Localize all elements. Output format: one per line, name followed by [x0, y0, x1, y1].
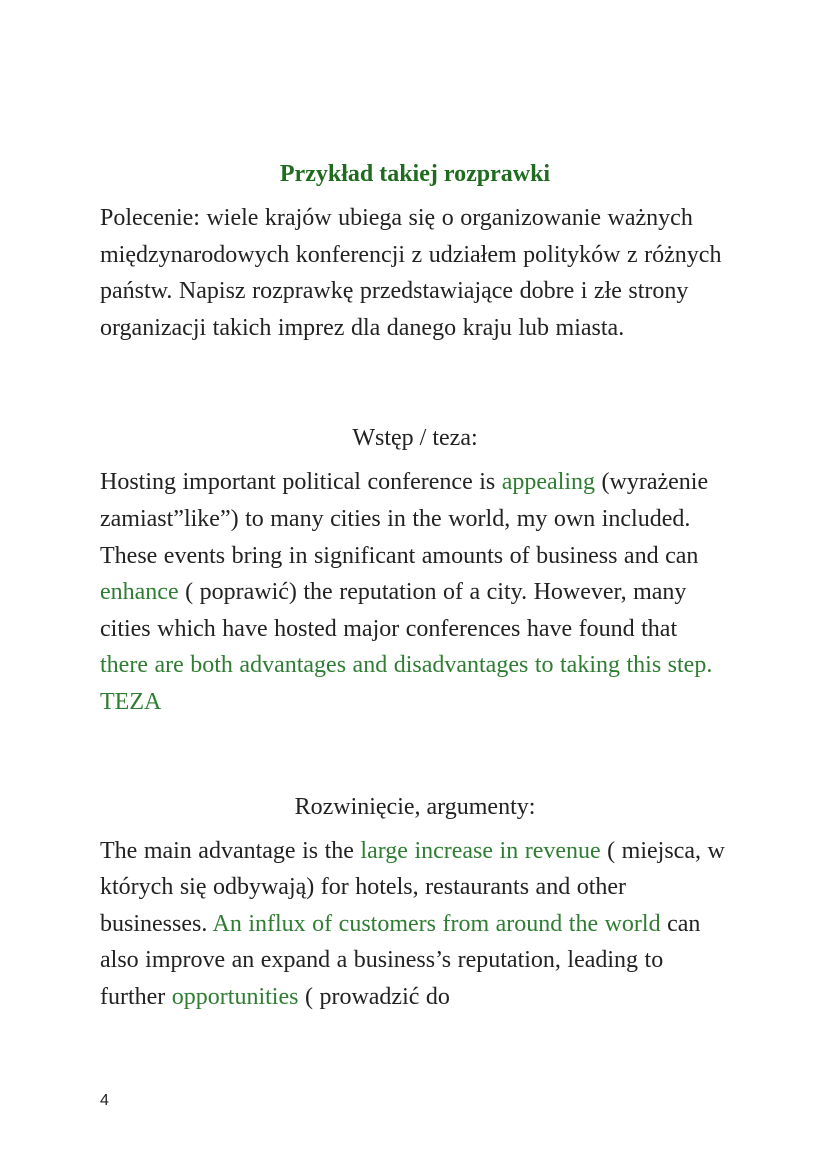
- body-subheading: Rozwinięcie, argumenty:: [294, 793, 536, 820]
- page-heading: Przykład takiej rozprawki: [279, 161, 551, 187]
- task-instruction: Polecenie: wiele krajów ubiega się o organizowanie ważnych międzynarodowych konferencji z udziałem polityków z różnych państw. Napisz rozprawkę przedstawiające dobre i złe strony organizacji takich imprez dla danego kraju lub miasta.: [100, 205, 722, 341]
- body-highlight-influx: An influx of customers from around the world: [212, 910, 661, 937]
- body-text-2: ( miejsca, w których się odbywają) for hotels, restaurants and other businesses.: [100, 837, 725, 937]
- intro-highlight-thesis: there are both advantages and disadvantages to taking this step. TEZA: [100, 652, 713, 715]
- body-text-4: ( prowadzić do: [298, 983, 450, 1010]
- intro-text-3: ( poprawić) the reputation of a city. However, many cities which have hosted major conferences have found that: [100, 579, 687, 642]
- intro-subheading: Wstęp / teza:: [352, 425, 478, 452]
- intro-text-1: Hosting important political conference is: [100, 469, 502, 496]
- intro-text-2: (wyrażenie zamiast”like”) to many cities in the world, my own included. These events bring in significant amounts of business and can: [100, 469, 709, 569]
- body-text-1: The main advantage is the: [100, 837, 361, 864]
- body-paragraph: [100, 833, 730, 1016]
- intro-highlight-appealing: appealing: [501, 469, 596, 496]
- body-text-3: can also improve an expand a business’s reputation, leading to further: [100, 910, 701, 1010]
- intro-paragraph: [100, 464, 730, 720]
- spacer: [100, 721, 730, 789]
- page-number: 4: [100, 1092, 109, 1109]
- page-content: [100, 156, 730, 1016]
- intro-highlight-enhance: enhance: [100, 579, 179, 606]
- body-highlight-opportunities: opportunities: [171, 983, 299, 1010]
- body-highlight-revenue: large increase in revenue: [360, 837, 601, 864]
- spacer: [100, 346, 730, 420]
